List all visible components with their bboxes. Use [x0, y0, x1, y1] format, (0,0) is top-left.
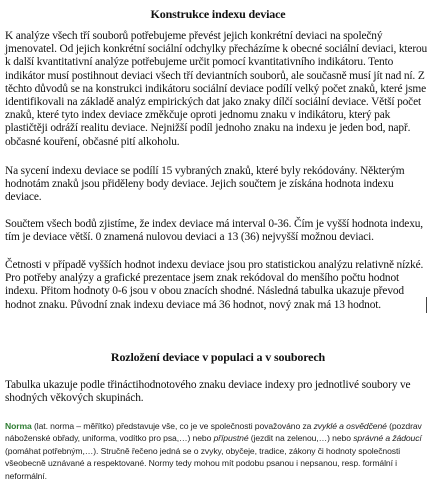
excerpt-line: Norma (lat. norma – měřítko) představuje vše, co je ve společnosti považováno za zvyklé a osvědčené (pozdrav — [5, 421, 422, 431]
excerpt-line: (pomáhat potřebným,…). Stručně řečeno jedná se o zvyky, obyčeje, tradice, zákony či hodnoty společnosti — [5, 445, 401, 456]
paragraph-tabulka: Tabulka ukazuje podle třináctihodnotového znaku deviace indexy pro jednotlivé soubory ve shodných věkových skupinách. — [5, 379, 411, 405]
paragraph-intro: K analýze všech tří souborů potřebujeme převést jejich konkrétní deviaci na společný jmenovatel. Od jejich konkrétní sociální odchylky přecházíme k obecné sociální deviaci, kterou k další kvantitativní analýze potřebujeme určit pomocí kvantitativního indikátoru. Tento indikátor musí postihnout deviaci všech tří deviantních souborů, ale současně musí jít nad ní. Z těchto důvodů se na konstrukci indikátoru sociální deviace podílí velký počet znaků, které jsme identifikovali na základě analýz empirických dat jako znaky dílčí sociální deviace. Větší počet znaků, které tyto index deviace změkčuje oproti jednomu znaku v indikátoru, který pak plastičtěji odráží realitu deviace. Nejnižší podíl jednoho znaku na indexu je jeden bod, např. občasné kouření, občasné pití alkoholu. — [5, 30, 428, 148]
section-heading-rozlozeni: Rozložení deviace v populaci a v souborech — [110, 350, 326, 364]
paragraph-sycení: Na sycení indexu deviace se podílí 15 vybraných znaků, které byly rekódovány. Některým hodnotám znaků jsou přiděleny body deviace. Jejich součtem je získána hodnota indexu deviace. — [5, 165, 405, 204]
norma-excerpt — [5, 420, 436, 493]
paragraph-interval: Součtem všech bodů zjistíme, že index deviace má interval 0-36. Čím je vyšší hodnota indexu, tím je deviace větší. 0 znamená nulovou deviaci a 13 (36) nejvyšší možnou deviaci. — [5, 218, 423, 244]
excerpt-line: neformální. — [5, 470, 47, 481]
excerpt-line: všeobecně uznávané a respektované. Normy tedy mohou mít podobu psanou i nepsanou, resp. formální i — [5, 458, 397, 469]
text-cursor — [426, 297, 427, 313]
paragraph-cetnosti: Četnosti v případě vyšších hodnot indexu deviace jsou pro statistickou analýzu relativně nízké. Pro potřeby analýzy a grafické prezentace jsem znak rekódoval do menšího počtu hodnot indexu. Přitom hodnoty 0-6 jsou v obou znacích shodné. Následná tabulka ukazuje převod hodnot znaku. Původní znak indexu deviace má 36 hodnot, nový znak má 13 hodnot. — [5, 259, 424, 311]
section-heading-konstrukce: Konstrukce indexu deviace — [150, 7, 286, 21]
excerpt-line: náboženské obřady, uniforma, vodítko pro psa,…) nebo přípustné (jezdit na zelenou,…) nebo správné a žádoucí — [5, 433, 422, 444]
term-norma: Norma — [5, 421, 32, 431]
